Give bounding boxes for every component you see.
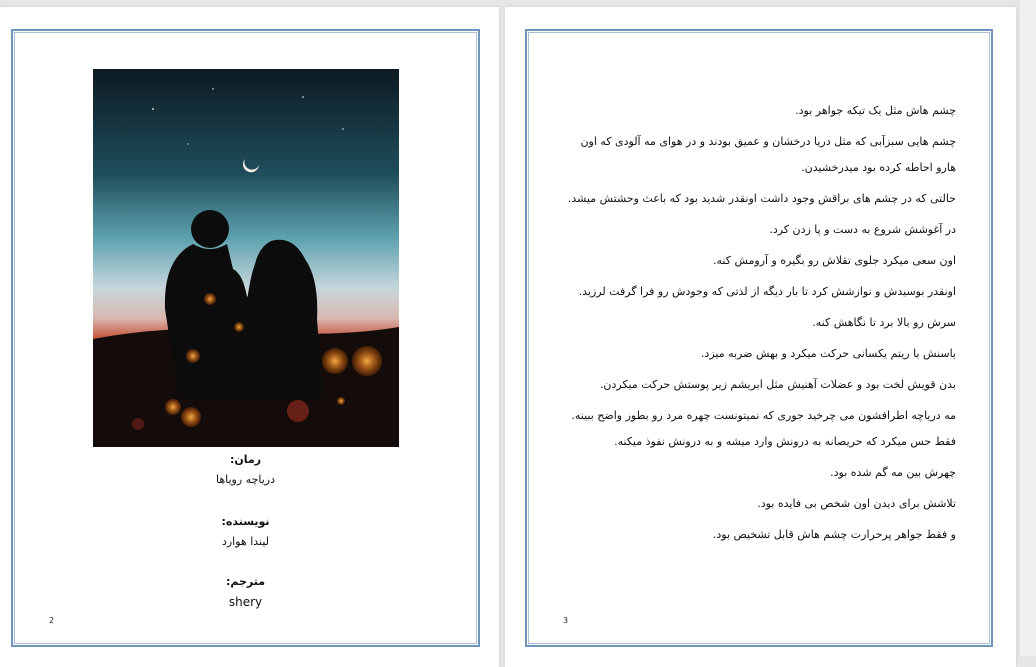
paragraph: حالتی که در چشم های براقش وجود داشت اونقدر شدید بود که باعث وحشتش میشد. [567, 192, 956, 205]
paragraph: چشم هاش مثل یک تیکه جواهر بود. [795, 104, 956, 117]
vertical-scrollbar[interactable] [1019, 0, 1036, 656]
page-right [505, 7, 1016, 667]
translator-name: shery [228, 595, 263, 609]
cover-photo [93, 69, 399, 447]
paragraph: و فقط جواهر پرحرارت چشم هاش قابل تشخیص بود. [712, 528, 956, 541]
paragraph: اون سعی میکرد جلوی تقلاش رو بگیره و آرومش کنه. [713, 254, 956, 267]
page-number: 2 [49, 616, 55, 625]
novel-credit [13, 453, 478, 486]
paragraph: چشم هایی سبزآبی که مثل دریا درخشان و عمیق بودند و در هوای مه آلودی که اون هارو احاطه کرده بود میدرخشیدن. [580, 135, 956, 174]
paragraph: بدن قویش لخت بود و عضلات آهنیش مثل ابریشم زیر پوستش حرکت میکردن. [599, 378, 956, 391]
paragraph: چهرش بین مه گم شده بود. [830, 466, 956, 479]
page-number: 3 [563, 616, 569, 625]
paragraph: اونقدر بوسیدش و نوازشش کرد تا بار دیگه از لذتی که وجودش رو فرا گرفت لرزید. [578, 285, 956, 298]
story-text [567, 98, 956, 553]
page-border-right [525, 29, 993, 647]
author-label: نویسنده: [221, 515, 270, 528]
author-credit [13, 515, 478, 548]
paragraph: باسنش با ریتم یکسانی حرکت میکرد و بهش ضربه میزد. [700, 347, 956, 360]
paragraph: تلاشش برای دیدن اون شخص بی فایده بود. [757, 497, 956, 510]
translator-label: مترجم: [225, 575, 266, 588]
page-left [0, 7, 499, 667]
novel-title: دریاچه رویاها [215, 473, 275, 486]
author-name: لیندا هوارد [221, 535, 270, 548]
novel-label: رمان: [229, 453, 262, 466]
paragraph: مه دریاچه اطرافشون می چرخید جوری که نمیتونست چهره مرد رو بطور واضح ببینه. فقط حس میکرد که حریصانه به درونش وارد میشه و به درونش نفوذ میکنه. [571, 409, 956, 448]
paragraph: در آغوشش شروع به دست و پا زدن کرد. [769, 223, 956, 236]
cover-photo-couple-silhouette [93, 69, 399, 447]
page-border-left [11, 29, 480, 647]
paragraph: سرش رو بالا برد تا نگاهش کنه. [812, 316, 956, 329]
translator-credit [13, 575, 478, 609]
